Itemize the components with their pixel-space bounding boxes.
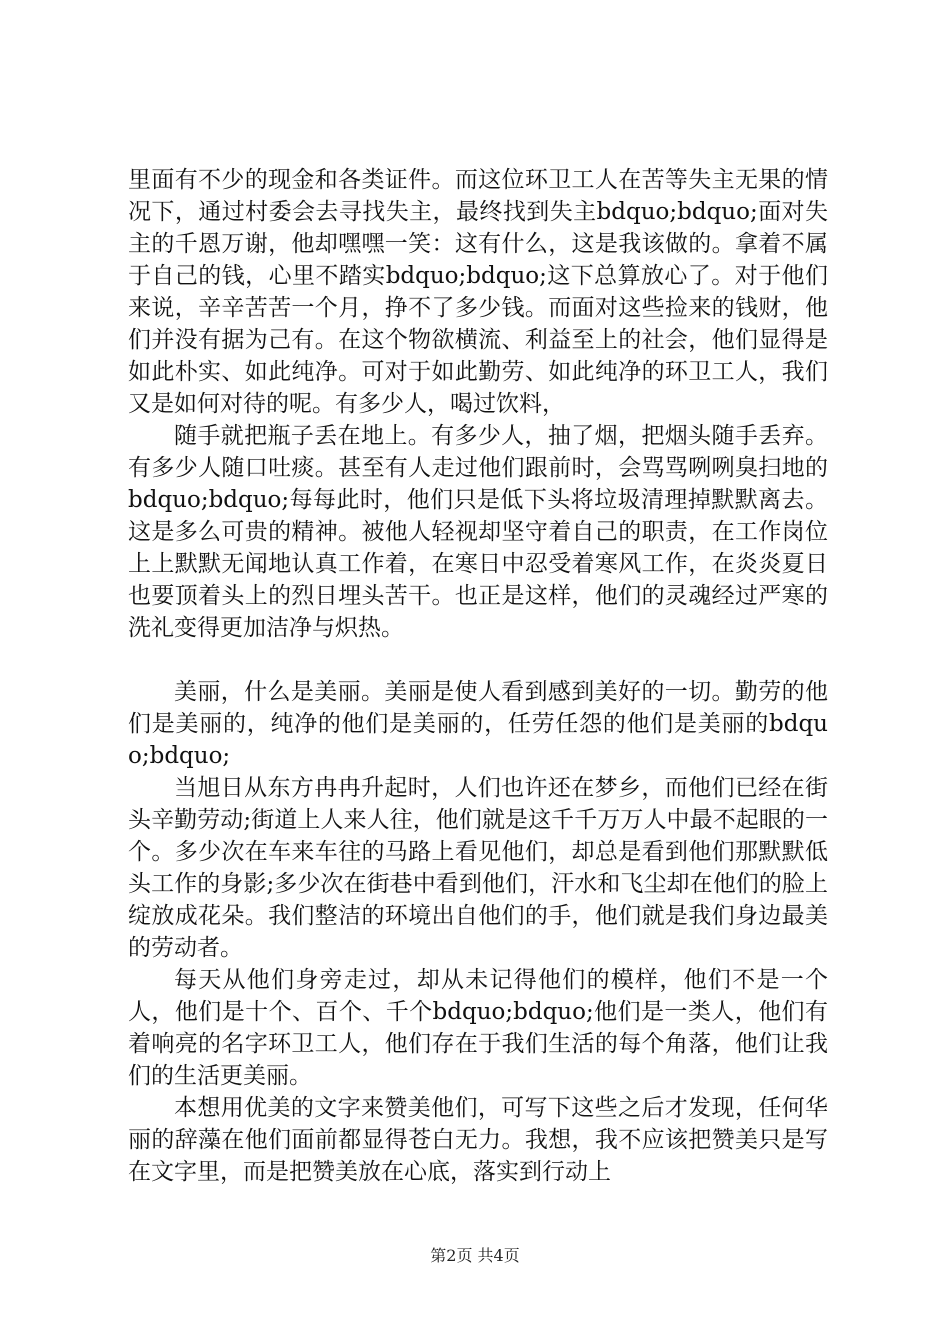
page-footer: 第2页 共4页 xyxy=(430,1246,520,1265)
paragraph-6: 本想用优美的文字来赞美他们，可写下这些之后才发现，任何华丽的辞藻在他们面前都显得苍白无力。我想，我不应该把赞美只是写在文字里，而是把赞美放在心底，落实到行动上 xyxy=(128,1095,828,1185)
document-body xyxy=(128,164,828,1188)
paragraph-gap xyxy=(128,644,828,676)
paragraph-4: 当旭日从东方冉冉升起时，人们也许还在梦乡，而他们已经在街头辛勤劳动;街道上人来人往，他们就是这千千万万人中最不起眼的一个。多少次在车来车往的马路上看见他们，却总是看到他们那默默低头工作的身影;多少次在街巷中看到他们，汗水和飞尘却在他们的脸上绽放成花朵。我们整洁的环境出自他们的手，他们就是我们身边最美的劳动者。 xyxy=(128,775,828,961)
paragraph-3: 美丽，什么是美丽。美丽是使人看到感到美好的一切。勤劳的他们是美丽的，纯净的他们是美丽的，任劳任怨的他们是美丽的bdquo;bdquo; xyxy=(128,679,828,769)
paragraph-2: 随手就把瓶子丢在地上。有多少人，抽了烟，把烟头随手丢弃。有多少人随口吐痰。甚至有人走过他们跟前时，会骂骂咧咧臭扫地的bdquo;bdquo;每每此时，他们只是低下头将垃圾清理掉默默离去。这是多么可贵的精神。被他人轻视却坚守着自己的职责，在工作岗位上上默默无闻地认真工作着，在寒日中忍受着寒风工作，在炎炎夏日也要顶着头上的烈日埋头苦干。也正是这样，他们的灵魂经过严寒的洗礼变得更加洁净与炽热。 xyxy=(128,423,828,641)
paragraph-5: 每天从他们身旁走过，却从未记得他们的模样，他们不是一个人，他们是十个、百个、千个bdquo;bdquo;他们是一类人，他们有着响亮的名字环卫工人，他们存在于我们生活的每个角落，他们让我们的生活更美丽。 xyxy=(128,967,828,1089)
paragraph-1: 里面有不少的现金和各类证件。而这位环卫工人在苦等失主无果的情况下，通过村委会去寻找失主，最终找到失主bdquo;bdquo;面对失主的千恩万谢，他却嘿嘿一笑：这有什么，这是我该做的。拿着不属于自己的钱，心里不踏实bdquo;bdquo;这下总算放心了。对于他们来说，辛辛苦苦一个月，挣不了多少钱。而面对这些捡来的钱财，他们并没有据为己有。在这个物欲横流、利益至上的社会，他们显得是如此朴实、如此纯净。可对于如此勤劳、如此纯净的环卫工人，我们又是如何对待的呢。有多少人，喝过饮料， xyxy=(128,167,828,417)
